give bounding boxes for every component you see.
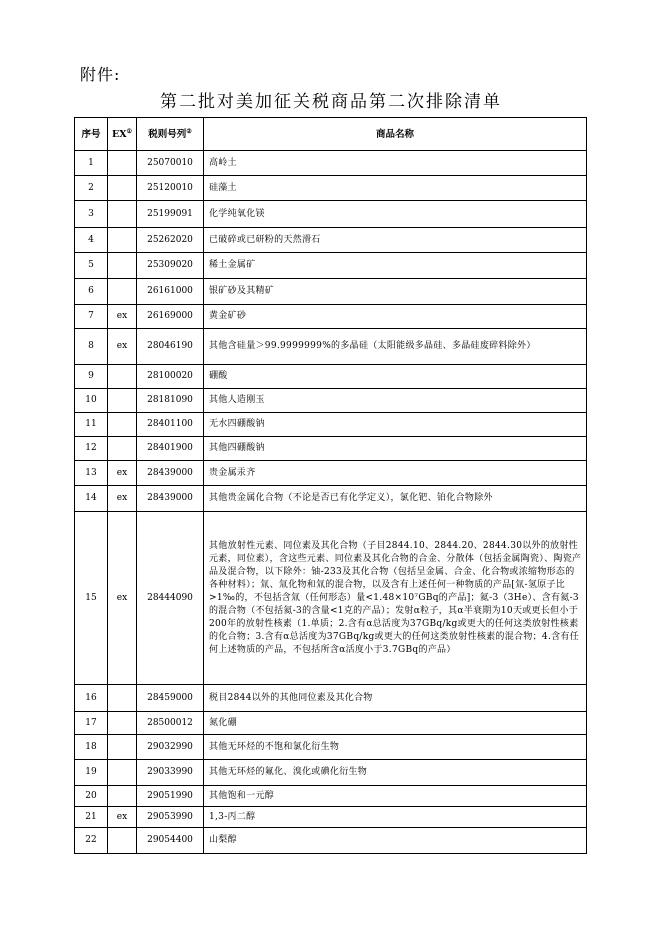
row-product-name-cell: 银矿砂及其精矿	[204, 279, 587, 305]
table-row	[75, 365, 587, 389]
row-seq-cell: 3	[75, 201, 108, 228]
table-row	[75, 279, 587, 305]
table-row	[75, 807, 587, 828]
row-tariff-code-cell: 29054400	[137, 828, 204, 854]
row-product-name-cell: 其他含硅量＞99.9999999%的多晶硅（太阳能级多晶硅、多晶硅废碎料除外）	[204, 329, 587, 365]
row-tariff-code-cell: 29053990	[137, 807, 204, 828]
row-product-name-cell: 无水四硼酸钠	[204, 413, 587, 437]
row-product-name-cell: 1,3-丙二醇	[204, 807, 587, 828]
table-row	[75, 685, 587, 712]
row-ex-cell	[108, 413, 137, 437]
row-seq-cell: 5	[75, 253, 108, 279]
row-product-name-cell: 其他饱和一元醇	[204, 786, 587, 807]
row-seq-cell: 7	[75, 305, 108, 329]
row-seq-cell: 16	[75, 685, 108, 712]
row-ex-cell	[108, 760, 137, 786]
table-row	[75, 437, 587, 461]
row-ex-cell	[108, 365, 137, 389]
row-seq-cell: 22	[75, 828, 108, 854]
table-row	[75, 461, 587, 486]
row-seq-cell: 11	[75, 413, 108, 437]
row-ex-cell	[108, 735, 137, 760]
row-ex-cell	[108, 712, 137, 735]
row-tariff-code-cell: 28401900	[137, 437, 204, 461]
row-seq-cell: 17	[75, 712, 108, 735]
row-tariff-code-cell: 28500012	[137, 712, 204, 735]
row-tariff-code-cell: 25070010	[137, 151, 204, 176]
row-tariff-code-cell: 29033990	[137, 760, 204, 786]
row-tariff-code-cell: 26169000	[137, 305, 204, 329]
table-row	[75, 329, 587, 365]
row-tariff-code-cell: 28181090	[137, 389, 204, 413]
table-row	[75, 305, 587, 329]
row-tariff-code-cell: 29032990	[137, 735, 204, 760]
document-title: 第二批对美加征关税商品第二次排除清单	[160, 92, 502, 112]
table-row	[75, 786, 587, 807]
row-product-name-cell: 硅藻土	[204, 176, 587, 201]
row-seq-cell: 9	[75, 365, 108, 389]
table-row	[75, 712, 587, 735]
row-tariff-code-cell: 28439000	[137, 486, 204, 512]
table-header-row	[75, 118, 587, 151]
row-product-name-cell: 化学纯氧化镁	[204, 201, 587, 228]
row-seq-cell: 10	[75, 389, 108, 413]
row-product-name-cell: 高岭土	[204, 151, 587, 176]
row-seq-cell: 4	[75, 228, 108, 253]
row-ex-cell: ex	[108, 329, 137, 365]
row-seq-cell: 21	[75, 807, 108, 828]
row-ex-cell: ex	[108, 486, 137, 512]
row-seq-cell: 6	[75, 279, 108, 305]
row-seq-cell: 20	[75, 786, 108, 807]
row-seq-cell: 18	[75, 735, 108, 760]
table-row	[75, 486, 587, 512]
row-product-name-cell: 其他人造刚玉	[204, 389, 587, 413]
row-product-name-cell: 稀土金属矿	[204, 253, 587, 279]
row-ex-cell	[108, 786, 137, 807]
table-row	[75, 151, 587, 176]
row-ex-cell	[108, 685, 137, 712]
row-tariff-code-cell: 26161000	[137, 279, 204, 305]
row-product-name-cell: 税目2844以外的其他同位素及其化合物	[204, 685, 587, 712]
table-row	[75, 735, 587, 760]
table-row	[75, 760, 587, 786]
table-row	[75, 512, 587, 685]
row-product-name-cell: 硼酸	[204, 365, 587, 389]
row-tariff-code-cell: 28439000	[137, 461, 204, 486]
row-seq-cell: 15	[75, 512, 108, 685]
table-row	[75, 389, 587, 413]
row-seq-cell: 8	[75, 329, 108, 365]
header-ex: EX①	[108, 118, 137, 151]
header-seq: 序号	[75, 118, 108, 151]
table-row	[75, 828, 587, 854]
table-row	[75, 413, 587, 437]
header-code-note: ②	[186, 127, 192, 135]
table-row	[75, 176, 587, 201]
row-tariff-code-cell: 28459000	[137, 685, 204, 712]
row-product-name-cell: 其他贵金属化合物（不论是否已有化学定义），氯化钯、铂化合物除外	[204, 486, 587, 512]
row-product-name-cell: 黄金矿砂	[204, 305, 587, 329]
exclusion-list-table	[74, 117, 587, 854]
row-tariff-code-cell: 29051990	[137, 786, 204, 807]
row-tariff-code-cell: 25199091	[137, 201, 204, 228]
table-row	[75, 228, 587, 253]
header-ex-note: ①	[126, 127, 132, 135]
row-tariff-code-cell: 28444090	[137, 512, 204, 685]
annex-label: 附件:	[80, 65, 121, 84]
row-product-name-cell: 贵金属汞齐	[204, 461, 587, 486]
row-seq-cell: 1	[75, 151, 108, 176]
row-ex-cell	[108, 228, 137, 253]
row-seq-cell: 2	[75, 176, 108, 201]
row-product-name-cell: 其他无环烃的氟化、溴化或碘化衍生物	[204, 760, 587, 786]
row-product-name-cell: 其他放射性元素、同位素及其化合物（子目2844.10、2844.20、2844.30以外的放射性元素，同位素），含这些元素、同位素及其化合物的合金、分散体（包括金属陶瓷）、陶瓷产品及混合物，以下除外：铀-233及其化合物（包括呈金属、合金、化合物或浓缩物形态的各种材料）；氚、氚化物和氚的混合物，以及含有上述任何一种物质的产品[氚-氢原子比>1‰的，不包括含氚（任何形态）量<1.48×10⁷GBq的产品]；氦-3（3He）、含有氦-3的混合物（不包括氦-3的含量<1克的产品）；发射α粒子，其α半衰期为10天或更长但小于200年的放射性核素（1.单质；2.含有α总活度为37GBq/kg或更大的任何这类放射性核素的化合物；3.含有α总活度为37GBq/kg或更大的任何这类放射性核素的混合物；4.含有任何上述物质的产品，不包括所含α活度小于3.7GBq的产品）	[204, 512, 587, 685]
row-seq-cell: 12	[75, 437, 108, 461]
header-tariff-code: 税则号列②	[137, 118, 204, 151]
row-ex-cell: ex	[108, 461, 137, 486]
row-tariff-code-cell: 28046190	[137, 329, 204, 365]
row-seq-cell: 19	[75, 760, 108, 786]
header-product-name: 商品名称	[204, 118, 587, 151]
row-ex-cell	[108, 176, 137, 201]
table-row	[75, 201, 587, 228]
row-ex-cell: ex	[108, 512, 137, 685]
row-ex-cell	[108, 389, 137, 413]
row-product-name-cell: 已破碎或已研粉的天然滑石	[204, 228, 587, 253]
row-seq-cell: 13	[75, 461, 108, 486]
row-product-name-cell: 其他四硼酸钠	[204, 437, 587, 461]
row-product-name-cell: 山梨醇	[204, 828, 587, 854]
row-ex-cell: ex	[108, 305, 137, 329]
row-product-name-cell: 其他无环烃的不饱和氯化衍生物	[204, 735, 587, 760]
row-tariff-code-cell: 28401100	[137, 413, 204, 437]
row-tariff-code-cell: 25120010	[137, 176, 204, 201]
row-ex-cell	[108, 279, 137, 305]
row-tariff-code-cell: 28100020	[137, 365, 204, 389]
row-ex-cell: ex	[108, 807, 137, 828]
row-ex-cell	[108, 828, 137, 854]
row-tariff-code-cell: 25309020	[137, 253, 204, 279]
row-ex-cell	[108, 253, 137, 279]
row-ex-cell	[108, 201, 137, 228]
table-row	[75, 253, 587, 279]
row-ex-cell	[108, 437, 137, 461]
row-tariff-code-cell: 25262020	[137, 228, 204, 253]
row-product-name-cell: 氮化硼	[204, 712, 587, 735]
row-ex-cell	[108, 151, 137, 176]
row-seq-cell: 14	[75, 486, 108, 512]
